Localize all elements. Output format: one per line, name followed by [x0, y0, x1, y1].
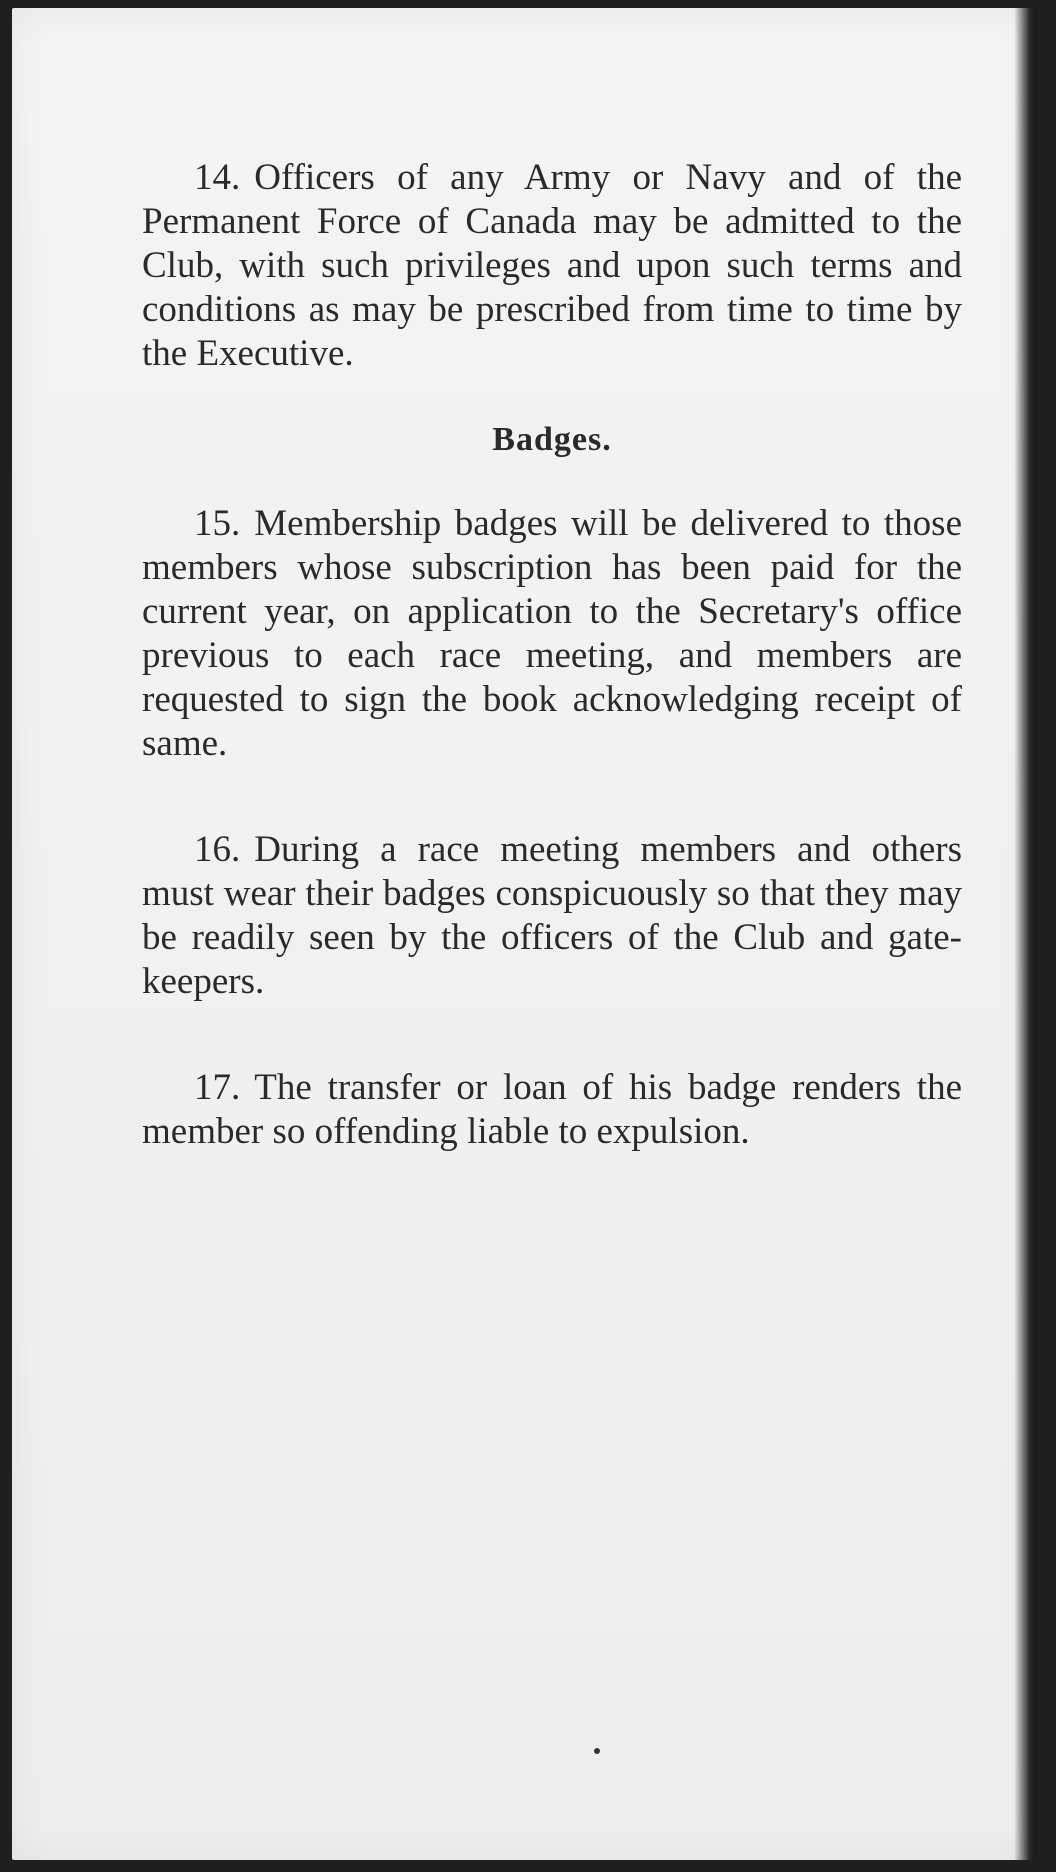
spacer [142, 766, 962, 828]
rule-number: 16. [194, 829, 241, 870]
spacer [142, 1004, 962, 1066]
rule-number: 17. [194, 1067, 241, 1108]
rule-14 [142, 156, 962, 376]
section-heading: Badges. [492, 421, 612, 458]
rule-number: 15. [194, 503, 241, 544]
document-page [12, 8, 1036, 1860]
page-edge-shadow [1014, 8, 1036, 1860]
rule-text: During a race meeting members and others must wear their badges conspicuously so that they may be readily seen by the officers of the Club and gate-keepers. [142, 829, 962, 1002]
rule-16 [142, 828, 962, 1004]
rule-text: The transfer or loan of his badge renders the member so offending liable to expulsion. [142, 1067, 962, 1152]
rule-17 [142, 1066, 962, 1154]
ink-speck [594, 1748, 600, 1754]
rule-15 [142, 502, 962, 766]
rule-text: Officers of any Army or Navy and of the Permanent Force of Canada may be admitted to the Club, with such privileges and upon such terms and conditions as may be prescribed from time to time by the Executive. [142, 157, 962, 374]
rule-text: Membership badges will be delivered to those members whose subscription has been paid for the current year, on application to the Secretary's office previous to each race meeting, and members are requested to sign the book acknowledging receipt of same. [142, 503, 962, 764]
rule-number: 14. [194, 157, 241, 198]
document-body [142, 156, 962, 1154]
